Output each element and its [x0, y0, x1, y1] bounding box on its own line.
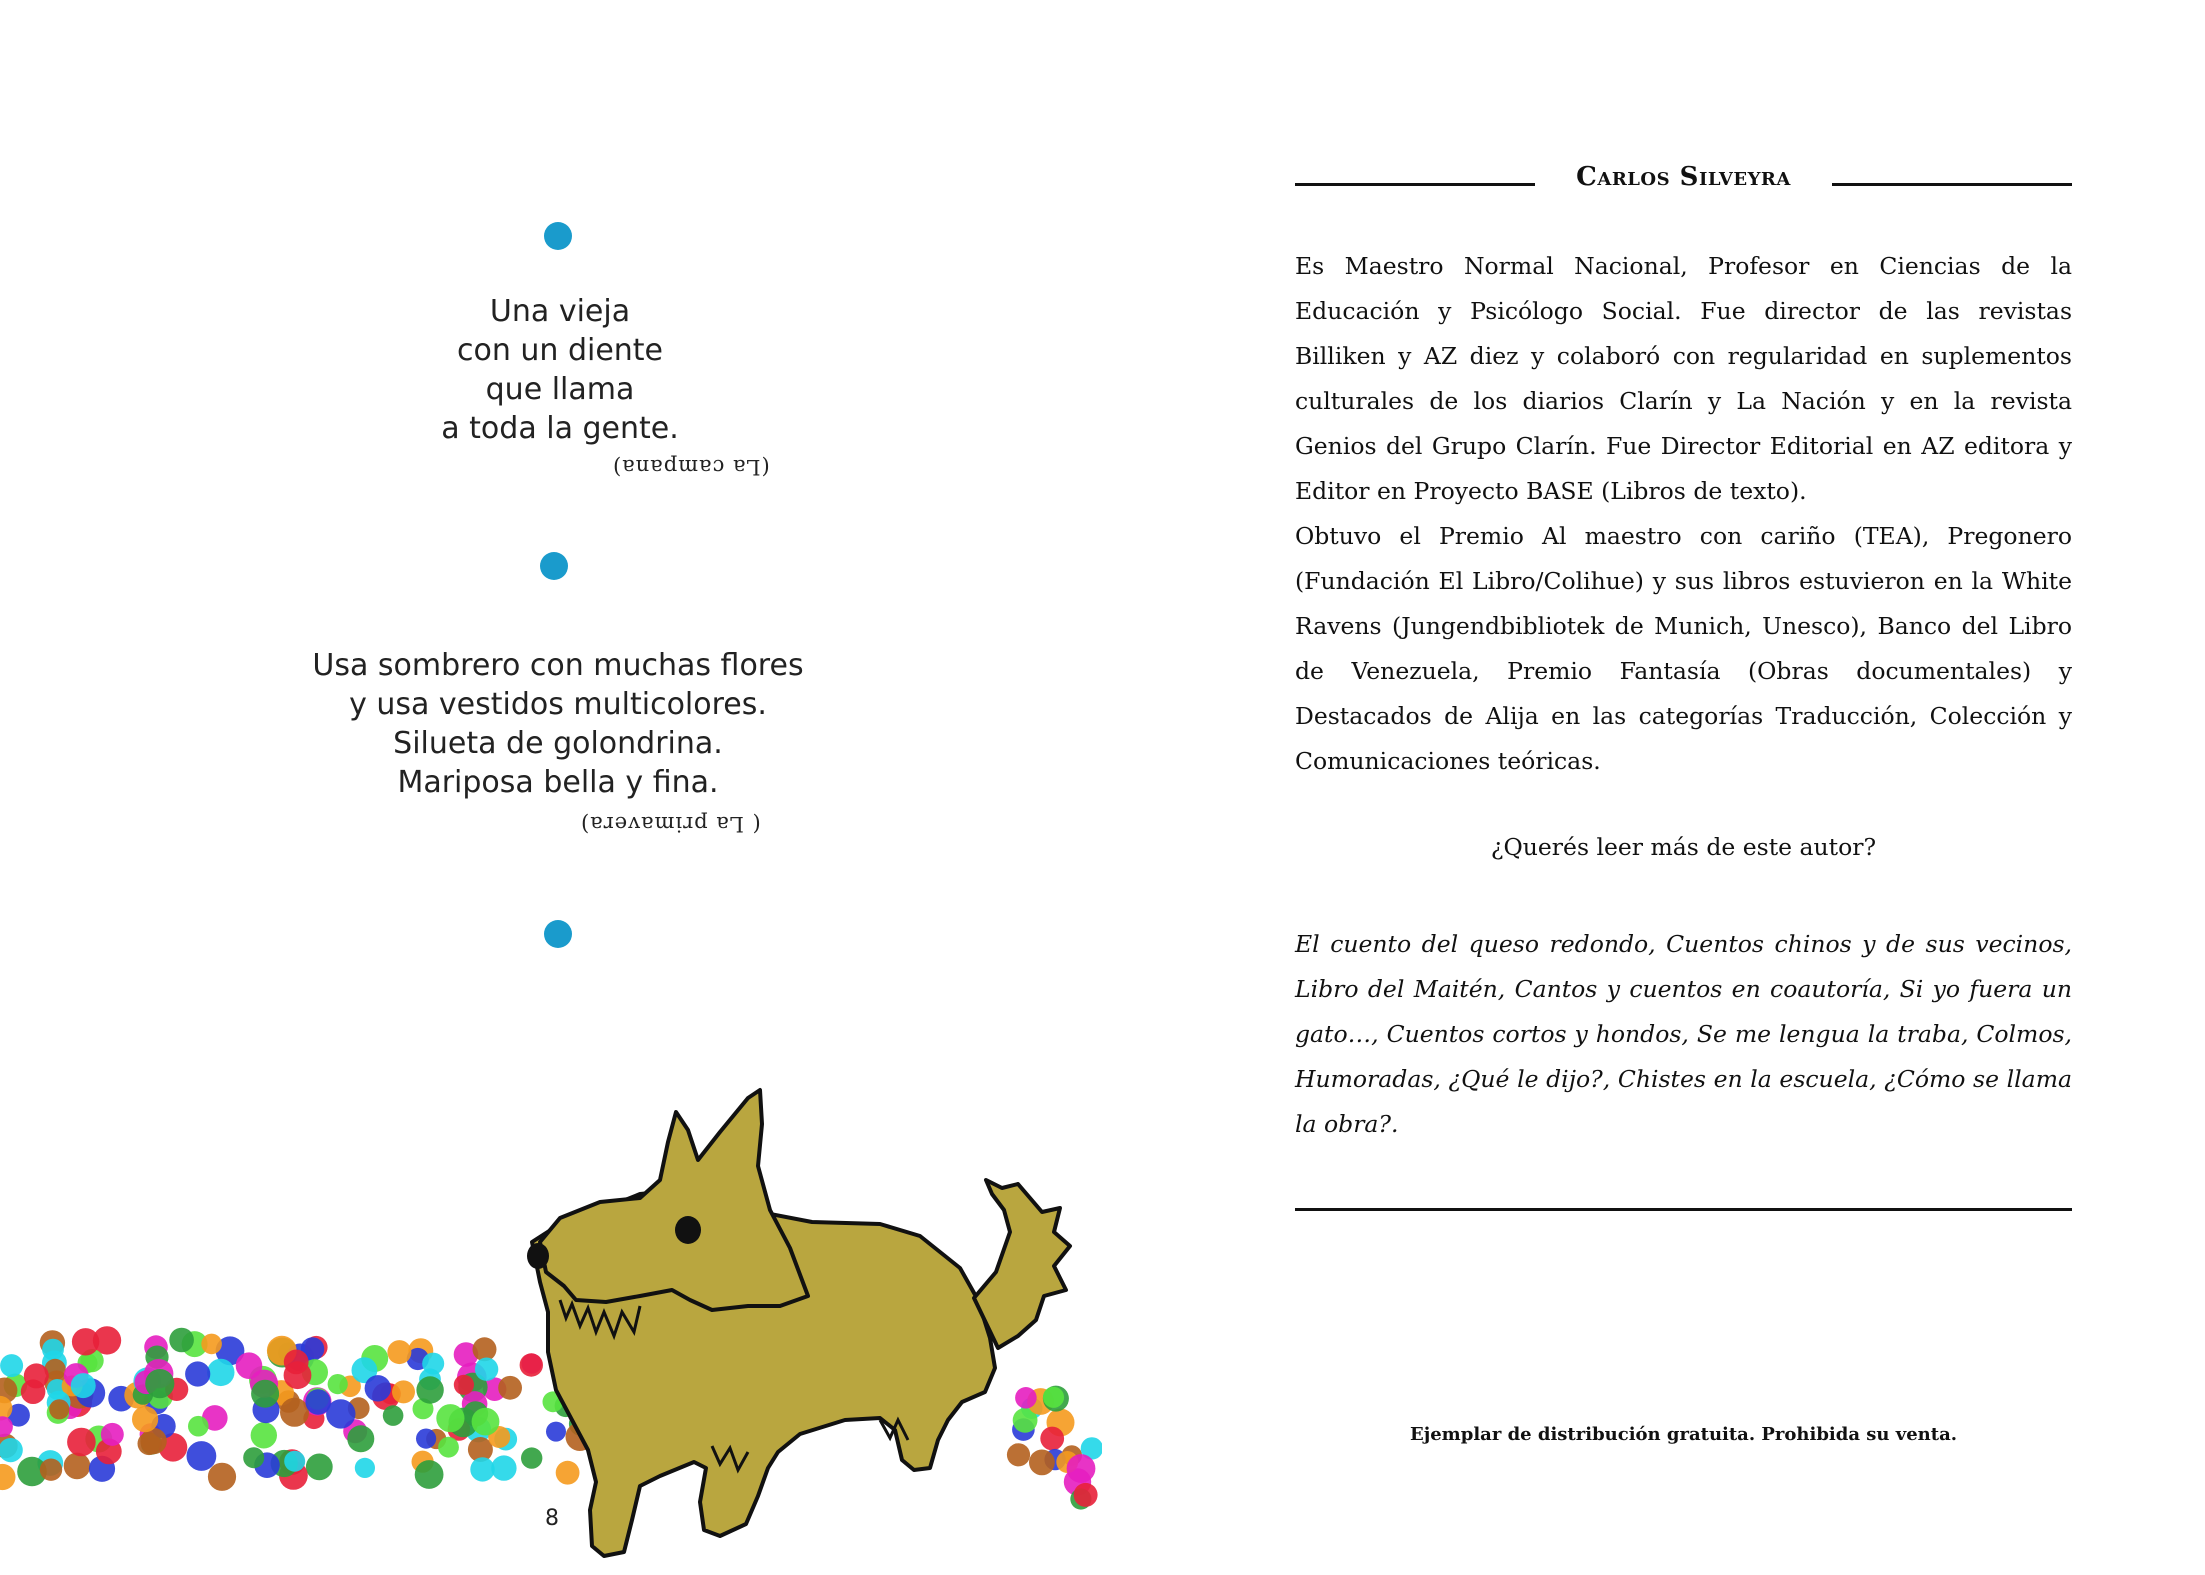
confetti-dot [347, 1425, 374, 1452]
confetti-dot [454, 1375, 474, 1395]
confetti-dot [169, 1328, 194, 1353]
confetti-dot [208, 1463, 236, 1491]
confetti-dot [1040, 1427, 1064, 1451]
bio-paragraph: Obtuvo el Premio Al maestro con cariño (TEA), Pregonero (Fundación El Libro/Colihue) y sus libros estuvieron en la White Ravens (Jungendbibliotek de Munich, Unesco), Banco del Libro de Venezuela, Premio Fantasía (Obras documentales) y Destacados de Alija en las categorías Traducción, Colección y Comunicaciones teóricas. [1295, 522, 2072, 775]
confetti-dot [416, 1429, 436, 1449]
confetti-dot [305, 1389, 330, 1414]
left-page [0, 0, 1102, 1575]
confetti-dot [251, 1380, 279, 1408]
confetti-dot [1007, 1443, 1030, 1466]
bottom-rule [1295, 1208, 2072, 1211]
confetti-dot [1043, 1387, 1064, 1408]
riddle-line: Silueta de golondrina. [393, 726, 723, 761]
dog-figure [527, 1090, 1070, 1556]
bio-paragraph: Es Maestro Normal Nacional, Profesor en Ciencias de la Educación y Psicólogo Social. Fue director de las revistas Billiken y AZ diez y colaboró con regularidad en suplementos culturales de los diarios Clarín y La Nación y en la revista Genios del Grupo Clarín. Fue Director Editorial en AZ editora y Editor en Proyecto BASE (Libros de texto). [1295, 252, 2072, 505]
confetti-dot [491, 1455, 516, 1480]
confetti-dot [67, 1428, 96, 1457]
riddle-line: Usa sombrero con muchas flores [312, 648, 804, 683]
confetti-dot [415, 1460, 444, 1489]
confetti-dot [1029, 1450, 1055, 1476]
dog-illustration [0, 0, 1102, 1575]
more-books-question: ¿Querés leer más de este autor? [1490, 833, 1877, 861]
confetti-dot [185, 1361, 210, 1386]
riddle-line: con un diente [456, 333, 664, 368]
page-number: 8 [545, 1506, 559, 1531]
confetti-dot [498, 1376, 522, 1400]
confetti-dot [355, 1458, 375, 1478]
confetti-dot [187, 1441, 217, 1471]
riddle-line: a toda la gente. [441, 411, 679, 446]
confetti-dot [472, 1408, 500, 1436]
confetti-dot [438, 1437, 459, 1458]
confetti-dot [475, 1358, 498, 1381]
confetti-dot [284, 1361, 312, 1389]
right-page [1102, 0, 2205, 1575]
author-name: Carlos Silveyra [1562, 162, 1805, 192]
confetti-dot [207, 1359, 234, 1386]
free-distribution-note: Ejemplar de distribución gratuita. Prohibida su venta. [1410, 1424, 1957, 1445]
confetti-dot [49, 1399, 69, 1419]
confetti-dot [383, 1405, 404, 1426]
riddle-answer-inverted: ( La primavera) [580, 812, 761, 836]
confetti-dot [24, 1363, 49, 1388]
confetti-dot [251, 1422, 277, 1448]
confetti-dot [392, 1380, 415, 1403]
confetti-dot [71, 1373, 96, 1398]
author-header [1295, 158, 2072, 198]
confetti-dot [0, 1438, 23, 1462]
riddle-answer-inverted: (La campana) [612, 455, 770, 479]
riddle-line: Mariposa bella y fina. [397, 765, 719, 800]
confetti-dot [64, 1453, 91, 1480]
riddle-line: Una vieja [489, 294, 631, 329]
confetti-dot [1067, 1454, 1096, 1483]
confetti-dot [556, 1461, 580, 1485]
confetti-dot [387, 1340, 411, 1364]
confetti-dot [72, 1328, 99, 1355]
confetti-dot [145, 1369, 174, 1398]
confetti-dot [284, 1451, 305, 1472]
confetti-dot [101, 1423, 124, 1446]
confetti-dot [521, 1447, 542, 1468]
riddle-line: que llama [485, 372, 635, 407]
confetti-dot [243, 1447, 264, 1468]
confetti-dot [132, 1406, 158, 1432]
confetti-dot [365, 1375, 391, 1401]
confetti-dot [1074, 1483, 1098, 1507]
confetti-dot [40, 1459, 62, 1481]
riddle-line: y usa vestidos multicolores. [349, 687, 767, 722]
book-list: El cuento del queso redondo, Cuentos chinos y de sus vecinos, Libro del Maitén, Cantos y cuentos en coautoría, Si yo fuera un gato…, Cuentos cortos y hondos, Se me lengua la traba, Colmos, Humoradas, ¿Qué le dijo?, Chistes en la escuela, ¿Cómo se llama la obra?. [1295, 930, 2072, 1138]
confetti-dot [520, 1353, 543, 1376]
confetti-dot [416, 1376, 443, 1403]
confetti-dot [0, 1464, 16, 1490]
confetti-dot [201, 1334, 222, 1355]
confetti-dot [328, 1374, 348, 1394]
confetti-dot [470, 1457, 494, 1481]
author-bio [1295, 244, 2072, 784]
confetti-dot [306, 1454, 333, 1481]
confetti-dot [436, 1404, 464, 1432]
confetti-dot [0, 1354, 23, 1377]
confetti-dot [280, 1398, 309, 1427]
confetti-dot [1015, 1387, 1037, 1409]
confetti-dot [422, 1353, 444, 1375]
confetti-dot [188, 1416, 209, 1437]
confetti-dot [546, 1422, 566, 1442]
